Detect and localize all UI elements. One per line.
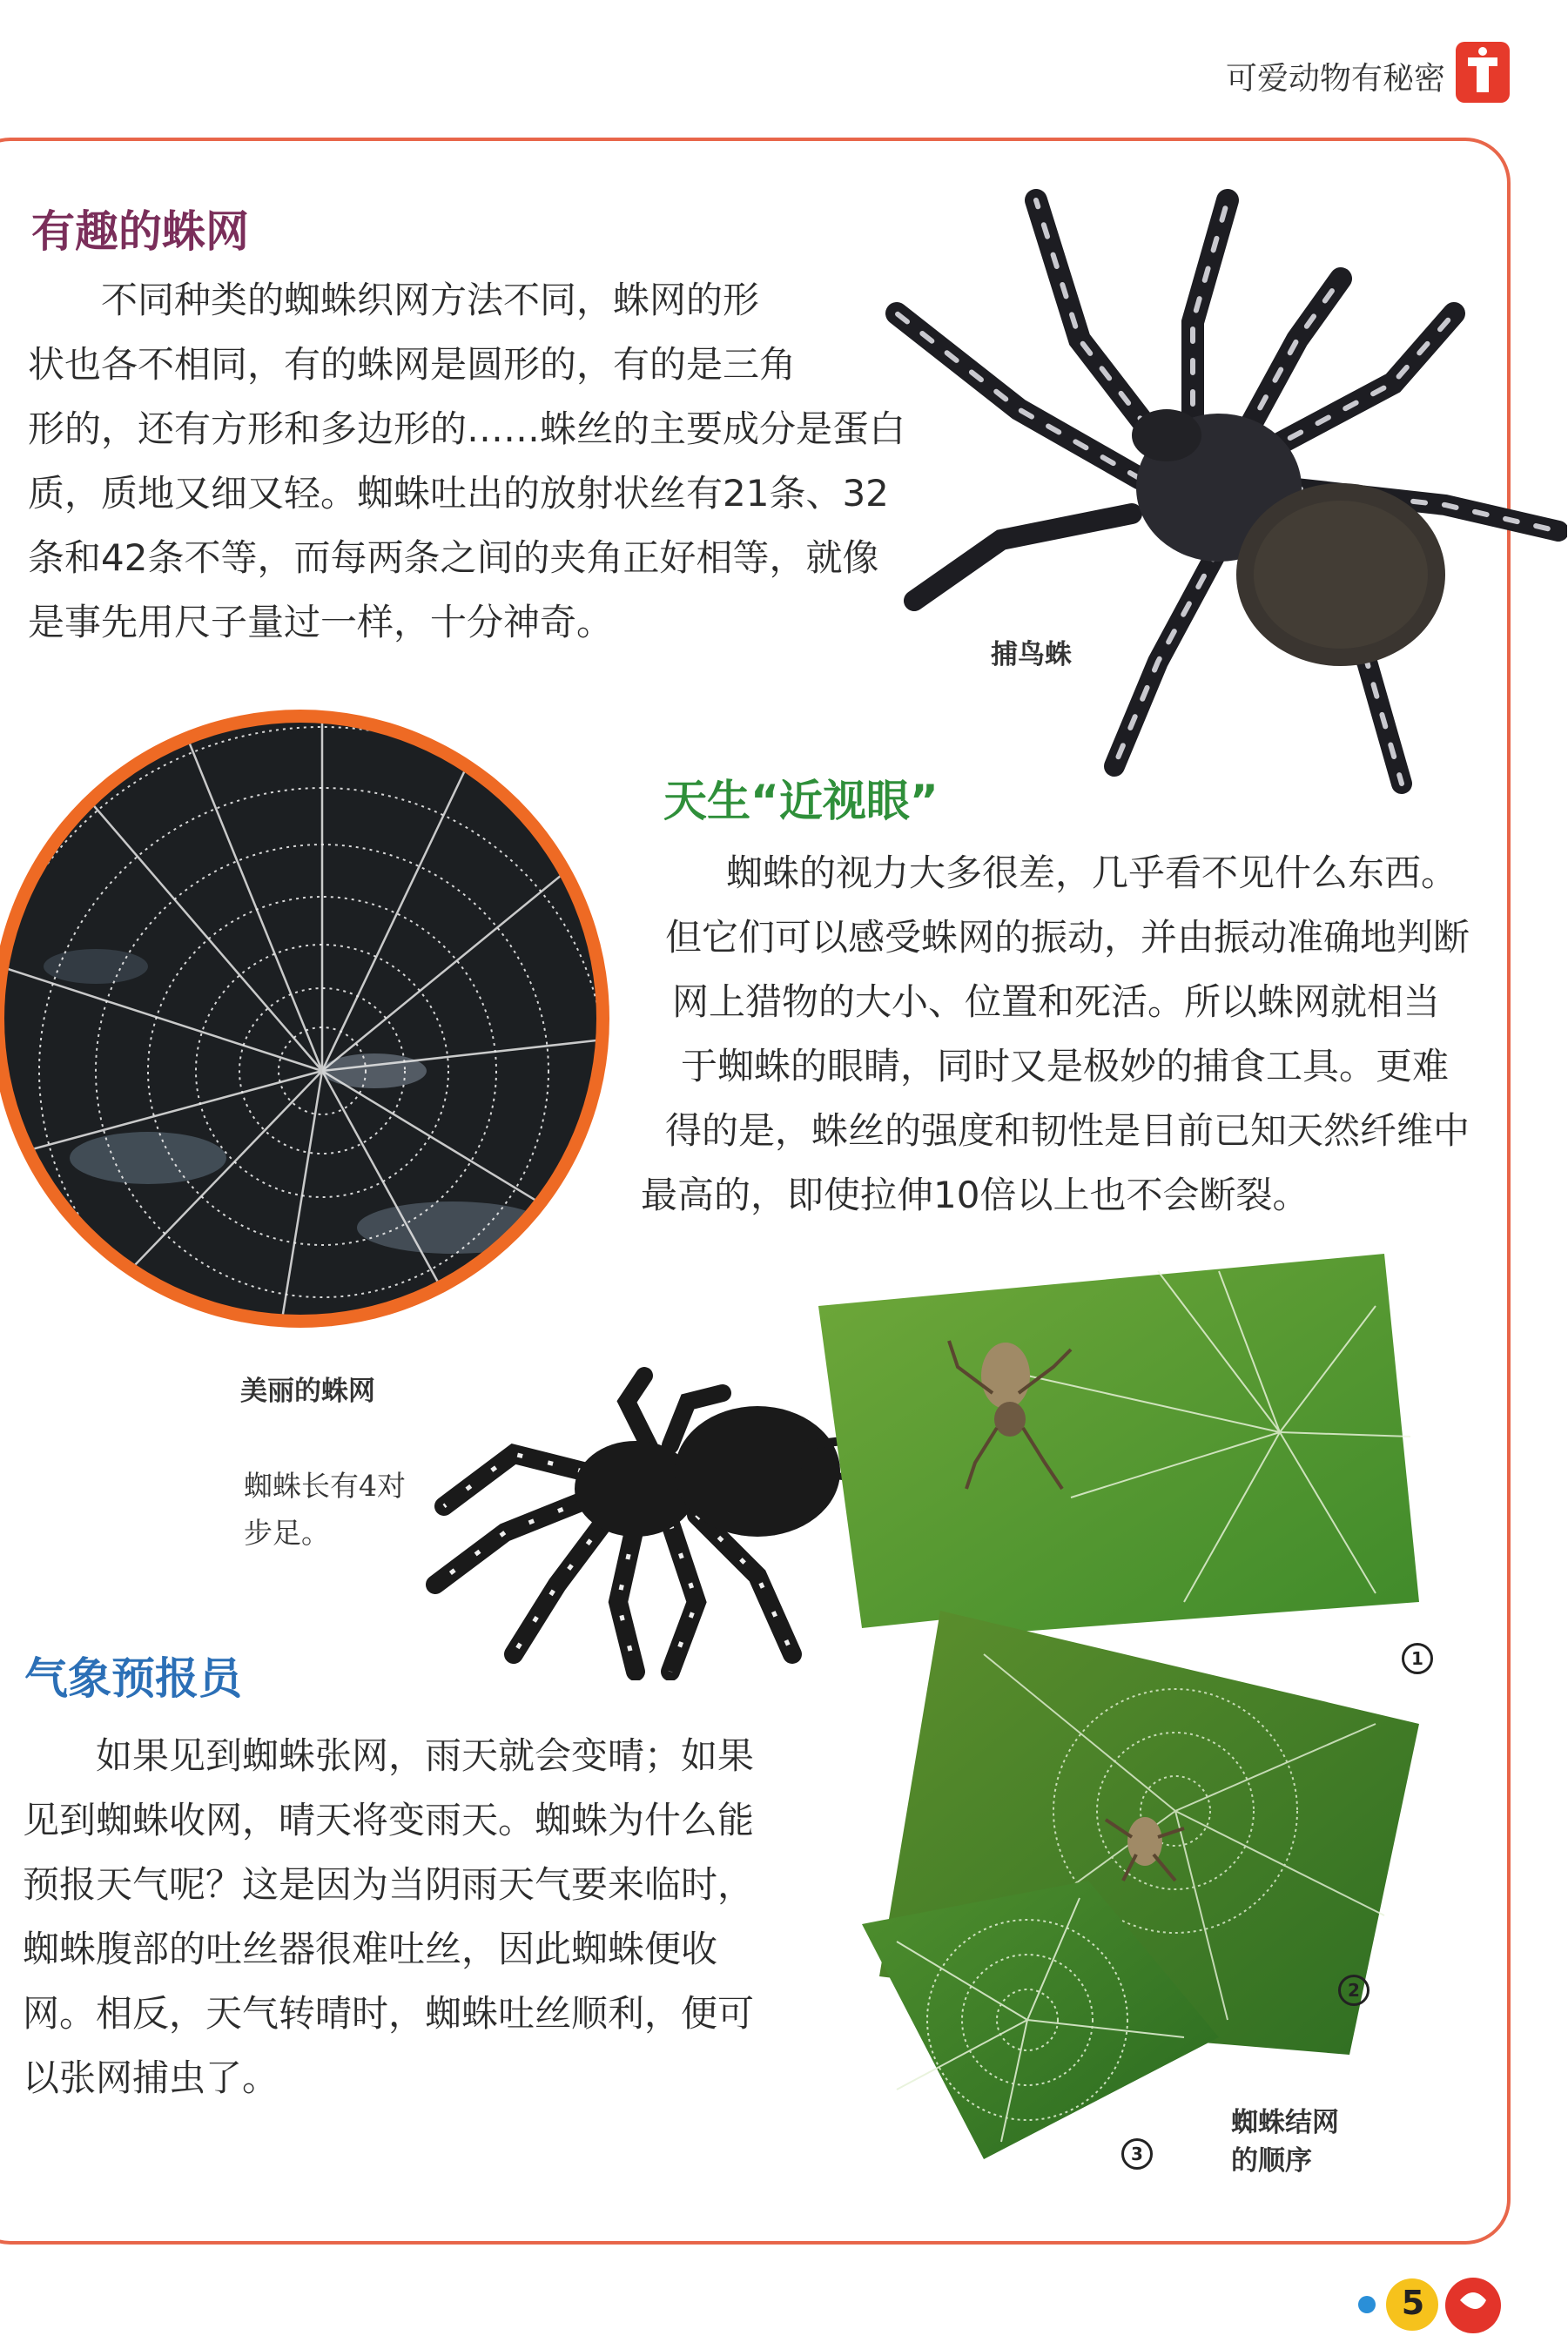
series-logo-icon — [1456, 42, 1510, 103]
spider-legs-caption — [244, 1463, 406, 1557]
text-line: 见到蜘蛛收网，晴天将变雨天。蜘蛛为什么能 — [23, 1799, 755, 1841]
section1-paragraph — [28, 268, 968, 655]
sequence-caption — [1231, 2103, 1339, 2180]
text-line: 但它们可以感受蛛网的振动，并由振动准确地判断 — [665, 916, 1470, 959]
text-line: 蜘蛛的视力大多很差，几乎看不见什么东西。 — [726, 851, 1458, 894]
spider-web-photo — [0, 705, 636, 1341]
web-caption: 美丽的蛛网 — [240, 1376, 375, 1407]
text-line: 状也各不相同，有的蛛网是圆形的，有的是三角 — [28, 343, 797, 386]
text-line: 预报天气呢？这是因为当阴雨天气要来临时， — [23, 1863, 755, 1906]
text-line: 得的是，蛛丝的强度和韧性是目前已知天然纤维中 — [665, 1109, 1470, 1152]
section-title-interesting-webs: 有趣的蛛网 — [31, 206, 249, 257]
web-step-1-photo — [818, 1254, 1419, 1637]
tarantula-caption: 捕鸟蛛 — [991, 639, 1072, 670]
text-line: 不同种类的蜘蛛织网方法不同，蛛网的形 — [101, 279, 760, 321]
text-line: 质，质地又细又轻。蜘蛛吐出的放射状丝有21条、32 — [28, 472, 889, 515]
step-number-1: 1 — [1402, 1643, 1433, 1674]
step-number-3: 3 — [1121, 2138, 1153, 2170]
section2-paragraph — [641, 841, 1511, 1228]
running-title: 可爱动物有秘密 — [1225, 61, 1445, 97]
text-line: 网。相反，天气转晴时，蜘蛛吐丝顺利，便可 — [23, 1992, 755, 2035]
text-line: 如果见到蜘蛛张网，雨天就会变晴；如果 — [96, 1734, 755, 1777]
section3-paragraph — [23, 1724, 841, 2110]
page-number-badge — [1351, 2274, 1525, 2335]
web-building-sequence — [810, 1254, 1437, 2194]
text-line: 蜘蛛腹部的吐丝器很难吐丝，因此蜘蛛便收 — [23, 1928, 718, 1970]
text-line: 于蜘蛛的眼睛，同时又是极妙的捕食工具。更难 — [681, 1045, 1450, 1087]
text-line: 条和42条不等，而每两条之间的夹角正好相等，就像 — [28, 536, 879, 579]
section-title-nearsighted: 天生“近视眼” — [663, 776, 939, 826]
text-line: 最高的，即使拉伸10倍以上也不会断裂。 — [641, 1174, 1309, 1216]
text-line: 网上猎物的大小、位置和死活。所以蛛网就相当 — [672, 980, 1441, 1023]
caption-line: 步足。 — [244, 1516, 330, 1550]
text-line: 是事先用尺子量过一样，十分神奇。 — [28, 601, 614, 643]
step-number-2: 2 — [1338, 1975, 1369, 2006]
page-number: 5 — [1401, 2284, 1425, 2322]
caption-line: 蜘蛛结网 — [1231, 2107, 1339, 2138]
caption-line: 的顺序 — [1231, 2145, 1312, 2177]
caption-line: 蜘蛛长有4对 — [244, 1469, 406, 1503]
tarantula-photo — [879, 174, 1567, 801]
text-line: 以张网捕虫了。 — [23, 2056, 279, 2099]
text-line: 形的，还有方形和多边形的……蛛丝的主要成分是蛋白 — [28, 407, 906, 450]
section-title-weather-forecaster: 气象预报员 — [24, 1653, 242, 1704]
